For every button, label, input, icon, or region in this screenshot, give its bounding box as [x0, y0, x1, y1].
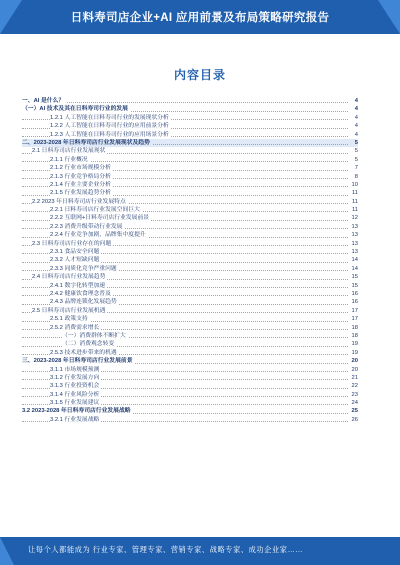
- toc-entry[interactable]: [22, 164, 358, 172]
- toc-entry[interactable]: [22, 97, 358, 105]
- toc-entry[interactable]: [22, 240, 358, 248]
- toc-entry-page: 5: [354, 139, 358, 146]
- toc-entry[interactable]: [22, 206, 358, 214]
- toc-entry-text: 2.4.3 品牌连锁化发展趋势: [50, 299, 117, 306]
- toc-entry-text: 2.5 日料寿司店行业发展机遇: [32, 307, 106, 314]
- toc-entry-page: 14: [351, 257, 358, 264]
- toc-entry-text: 3.1.5 行业发展建议: [50, 400, 100, 407]
- toc-entry-page: 18: [351, 332, 358, 339]
- toc-entry-page: 11: [351, 190, 358, 197]
- toc-entry[interactable]: [22, 131, 358, 139]
- toc-entry-text: 2.4.2 健康饮食理念普及: [50, 290, 111, 297]
- toc-entry-page: 22: [351, 383, 358, 390]
- toc-entry[interactable]: [22, 273, 358, 281]
- toc-entry[interactable]: [22, 181, 358, 189]
- toc-entry-page: 18: [351, 324, 358, 331]
- toc-entry-text: 三、2023-2028 年日料寿司店行业发展前景: [22, 358, 133, 365]
- toc-entry-page: 20: [351, 358, 358, 365]
- toc-entry-page: 10: [351, 181, 358, 188]
- toc-entry-text: 2.2.4 行业竞争加剧，品牌集中度提升: [50, 232, 146, 239]
- footer-slogan: 让每个人都能成为 行业专家、管理专家、营销专家、战略专家、成功企业家……: [28, 545, 304, 554]
- toc-entry-page: 13: [351, 249, 358, 256]
- toc-entry[interactable]: [22, 374, 358, 382]
- toc-entry-text: 2.2 2023 年日料寿司店行业发展特点: [32, 198, 126, 205]
- toc-entry-page: 4: [354, 114, 358, 121]
- toc-entry[interactable]: [22, 391, 358, 399]
- toc-entry-page: 26: [351, 416, 358, 423]
- toc-entry[interactable]: [22, 416, 358, 424]
- toc-entry[interactable]: [22, 231, 358, 239]
- toc-entry-page: 24: [351, 400, 358, 407]
- toc-entry-page: 4: [354, 106, 358, 113]
- toc-entry[interactable]: [22, 214, 358, 222]
- toc-entry-text: 2.1.5 行业发展趋势分析: [50, 190, 111, 197]
- toc-entry-text: 2.5.3 技术进步带来的机遇: [50, 349, 117, 356]
- toc-entry-page: 5: [354, 148, 358, 155]
- toc-entry[interactable]: [22, 290, 358, 298]
- toc-entry-text: 2.4.1 数字化转型加速: [50, 282, 106, 289]
- toc-entry-page: 21: [351, 374, 358, 381]
- toc-entry-text: 2.2.1 日料寿司店行业发展空间巨大: [50, 207, 140, 214]
- toc-entry-page: 15: [351, 282, 358, 289]
- toc-entry-text: 2.2.2 互联网+日料寿司店行业发展前景: [50, 215, 150, 222]
- table-of-contents: [22, 97, 358, 424]
- toc-entry[interactable]: [22, 366, 358, 374]
- toc-entry-page: 17: [351, 316, 358, 323]
- toc-entry-text: 2.4 日料寿司店行业发展趋势: [32, 274, 106, 281]
- toc-entry-page: 25: [351, 408, 358, 415]
- toc-entry-text: 1.2.1 人工智能在日料寿司行业的发展现状分析: [50, 114, 169, 121]
- toc-entry-text: 2.3.3 同质化竞争严重问题: [50, 265, 117, 272]
- toc-entry-text: （一）消费群体不断扩大: [62, 332, 126, 339]
- toc-entry[interactable]: [22, 223, 358, 231]
- toc-entry[interactable]: [22, 265, 358, 273]
- toc-leader-dots: [22, 102, 348, 103]
- toc-entry[interactable]: [22, 298, 358, 306]
- toc-entry-page: 13: [351, 240, 358, 247]
- toc-entry[interactable]: [22, 407, 358, 415]
- toc-entry-page: 4: [354, 123, 358, 130]
- toc-entry-page: 11: [351, 207, 358, 214]
- toc-entry-page: 11: [351, 198, 358, 205]
- toc-entry-text: 2.3 日料寿司店行业存在的问题: [32, 240, 112, 247]
- toc-entry-text: 2.5.1 政策支持: [50, 316, 88, 323]
- toc-entry[interactable]: [22, 173, 358, 181]
- toc-entry[interactable]: [22, 256, 358, 264]
- toc-entry-page: 16: [351, 299, 358, 306]
- toc-entry-page: 23: [351, 391, 358, 398]
- toc-entry[interactable]: [22, 122, 358, 130]
- toc-entry[interactable]: [22, 399, 358, 407]
- toc-entry-page: 4: [354, 131, 358, 138]
- footer-banner: [0, 537, 400, 565]
- toc-entry[interactable]: [22, 282, 358, 290]
- toc-entry[interactable]: [22, 382, 358, 390]
- toc-entry-text: 2.3.1 食品安全问题: [50, 249, 100, 256]
- toc-entry-text: 2.1.1 行业概况: [50, 156, 88, 163]
- toc-entry-text: 3.2.1 行业发展战略: [50, 416, 100, 423]
- report-title: 日料寿司店企业+AI 应用前景及布局策略研究报告: [70, 12, 330, 24]
- toc-entry[interactable]: [22, 324, 358, 332]
- toc-entry-page: 16: [351, 290, 358, 297]
- toc-entry[interactable]: [22, 332, 358, 340]
- toc-entry-page: 8: [354, 173, 358, 180]
- toc-entry[interactable]: [22, 307, 358, 315]
- toc-entry-text: 2.3.2 人才短缺问题: [50, 257, 100, 264]
- toc-entry-text: 2.1.2 行业市场规模分析: [50, 165, 111, 172]
- toc-entry-page: 5: [354, 156, 358, 163]
- toc-entry-text: 二、2023-2028 年日料寿司店行业发展现状及趋势: [22, 139, 150, 146]
- toc-entry-page: 14: [351, 265, 358, 272]
- toc-entry-text: （一）AI 技术及其在日料寿司行业的发展: [22, 106, 128, 113]
- toc-entry-text: 2.2.3 消费升级带动行业发展: [50, 223, 123, 230]
- toc-entry-page: 13: [351, 223, 358, 230]
- toc-entry[interactable]: [22, 357, 358, 365]
- toc-entry-text: 3.1.2 行业发展方向: [50, 374, 100, 381]
- toc-entry[interactable]: [22, 349, 358, 357]
- footer-decoration: [0, 537, 14, 565]
- toc-entry-text: 2.1.3 行业竞争格局分析: [50, 173, 111, 180]
- toc-entry-text: 1.2.3 人工智能在日料寿司行业的应用场景分析: [50, 131, 169, 138]
- toc-entry-text: 一、AI 是什么？: [22, 98, 65, 104]
- toc-entry[interactable]: [22, 248, 358, 256]
- toc-entry[interactable]: [22, 156, 358, 164]
- toc-entry-page: 15: [351, 274, 358, 281]
- toc-entry[interactable]: [22, 189, 358, 197]
- toc-entry-text: 3.1.3 行业投资机会: [50, 383, 100, 390]
- toc-heading: 内容目录: [173, 68, 226, 82]
- toc-entry[interactable]: [22, 114, 358, 122]
- toc-entry-text: 2.5.2 消费需求增长: [50, 324, 100, 331]
- toc-entry[interactable]: [22, 147, 358, 155]
- toc-entry-text: 3.1.4 行业风险分析: [50, 391, 100, 398]
- toc-entry-text: 2.1 日料寿司店行业发展现状: [32, 148, 106, 155]
- toc-entry-page: 12: [351, 215, 358, 222]
- toc-entry-page: 19: [351, 341, 358, 348]
- toc-entry-page: 13: [351, 232, 358, 239]
- toc-entry[interactable]: [22, 340, 358, 348]
- toc-entry-text: 3.1.1 市场规模预测: [50, 366, 100, 373]
- header-banner: [0, 0, 400, 34]
- toc-entry-page: 19: [351, 349, 358, 356]
- toc-entry-page: 20: [351, 366, 358, 373]
- toc-entry-page: 7: [354, 165, 358, 172]
- toc-entry[interactable]: [22, 105, 358, 113]
- toc-entry-text: 3.2 2023-2028 年日料寿司店行业发展战略: [22, 408, 131, 415]
- toc-entry[interactable]: [22, 139, 358, 147]
- toc-entry[interactable]: [22, 198, 358, 206]
- toc-entry-page: 17: [351, 307, 358, 314]
- toc-entry-text: 2.1.4 行业主要企业分析: [50, 181, 111, 188]
- toc-entry-text: 1.2.2 人工智能在日料寿司行业的应用前景分析: [50, 123, 169, 130]
- toc-entry-text: （二）消费观念转变: [62, 341, 115, 348]
- toc-entry[interactable]: [22, 315, 358, 323]
- toc-entry-page: 4: [354, 98, 358, 104]
